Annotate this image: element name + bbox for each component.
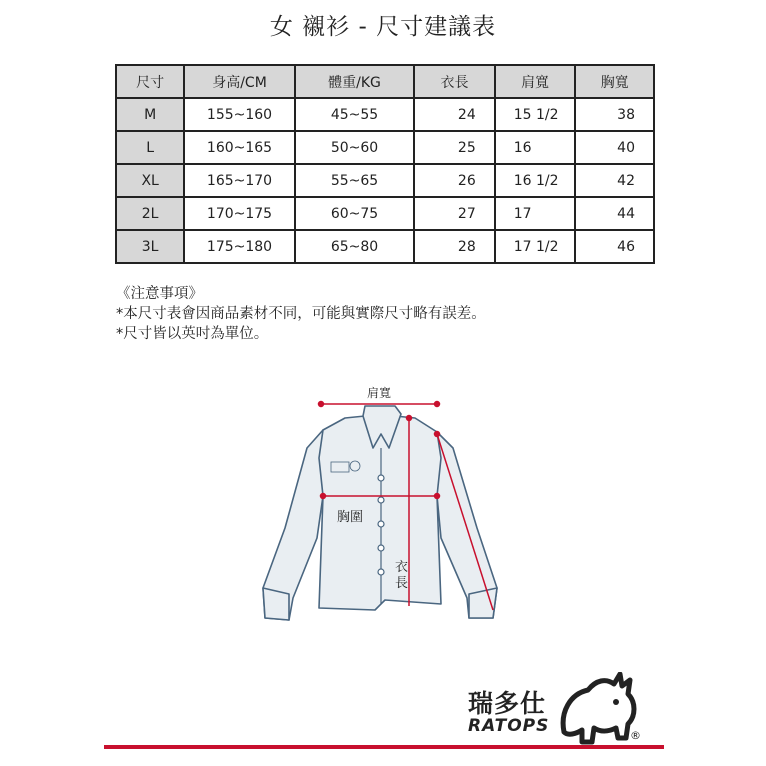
cell-height: 155~160: [184, 98, 294, 131]
cell-shoulder: 17: [495, 197, 576, 230]
chest-label: 胸圍: [337, 510, 364, 525]
brand-logo-chinese: 瑞多仕: [468, 689, 547, 718]
cell-weight: 45~55: [295, 98, 415, 131]
header-weight: 體重/KG: [295, 65, 415, 98]
button: [378, 521, 384, 527]
table-row: [116, 131, 654, 164]
cell-shoulder: 17 1/2: [495, 230, 576, 263]
cell-length: 26: [414, 164, 494, 197]
cell-height: 160~165: [184, 131, 294, 164]
length-label-2: 長: [395, 576, 409, 591]
cell-shoulder: 15 1/2: [495, 98, 576, 131]
cell-size: L: [116, 131, 184, 164]
cell-height: 165~170: [184, 164, 294, 197]
cell-weight: 55~65: [295, 164, 415, 197]
cell-chest: 38: [575, 98, 654, 131]
cell-shoulder: 16: [495, 131, 576, 164]
right-cuff: [469, 588, 497, 618]
cell-weight: 65~80: [295, 230, 415, 263]
registered-mark: ®: [630, 729, 641, 742]
button: [378, 545, 384, 551]
cell-shoulder: 16 1/2: [495, 164, 576, 197]
cell-chest: 44: [575, 197, 654, 230]
note-item: *本尺寸表會因商品素材不同，可能與實際尺寸略有誤差。: [116, 306, 486, 322]
cell-size: M: [116, 98, 184, 131]
header-size: 尺寸: [116, 65, 184, 98]
cell-length: 25: [414, 131, 494, 164]
length-point-top: [407, 416, 412, 421]
length-label-1: 衣: [395, 560, 409, 575]
notes-heading: 《注意事項》: [116, 286, 203, 302]
notes: [116, 284, 486, 344]
button: [378, 497, 384, 503]
bottom-accent-bar: [104, 745, 664, 749]
button: [378, 475, 384, 481]
header-height: 身高/CM: [184, 65, 294, 98]
chest-point-right: [435, 494, 440, 499]
table-header-row: [116, 65, 654, 98]
page-title: 女 襯衫 - 尺寸建議表: [269, 14, 497, 40]
cell-size: 3L: [116, 230, 184, 263]
chest-point-left: [321, 494, 326, 499]
note-item: *尺寸皆以英吋為單位。: [116, 326, 269, 342]
size-table: [115, 64, 655, 264]
header-chest: 胸寬: [575, 65, 654, 98]
cell-chest: 46: [575, 230, 654, 263]
table-row: [116, 164, 654, 197]
shoulder-point-right: [435, 402, 440, 407]
shirt-illustration: [245, 378, 515, 638]
cell-length: 27: [414, 197, 494, 230]
shirt-diagram: [245, 378, 515, 638]
rhino-logo-icon: [556, 672, 640, 746]
brand-logo-english: RATOPS: [468, 716, 550, 736]
table-row: [116, 230, 654, 263]
cell-weight: 50~60: [295, 131, 415, 164]
cell-chest: 40: [575, 131, 654, 164]
cell-length: 24: [414, 98, 494, 131]
cell-size: XL: [116, 164, 184, 197]
button: [378, 569, 384, 575]
table-row: [116, 98, 654, 131]
header-shoulder: 肩寬: [495, 65, 576, 98]
cell-length: 28: [414, 230, 494, 263]
table-row: [116, 197, 654, 230]
cell-chest: 42: [575, 164, 654, 197]
cell-height: 175~180: [184, 230, 294, 263]
sleeve-point-top: [435, 432, 440, 437]
shoulder-point-left: [319, 402, 324, 407]
cell-weight: 60~75: [295, 197, 415, 230]
left-cuff: [263, 588, 289, 620]
cell-height: 170~175: [184, 197, 294, 230]
shoulder-label: 肩寬: [367, 386, 392, 400]
cell-size: 2L: [116, 197, 184, 230]
header-length: 衣長: [414, 65, 494, 98]
